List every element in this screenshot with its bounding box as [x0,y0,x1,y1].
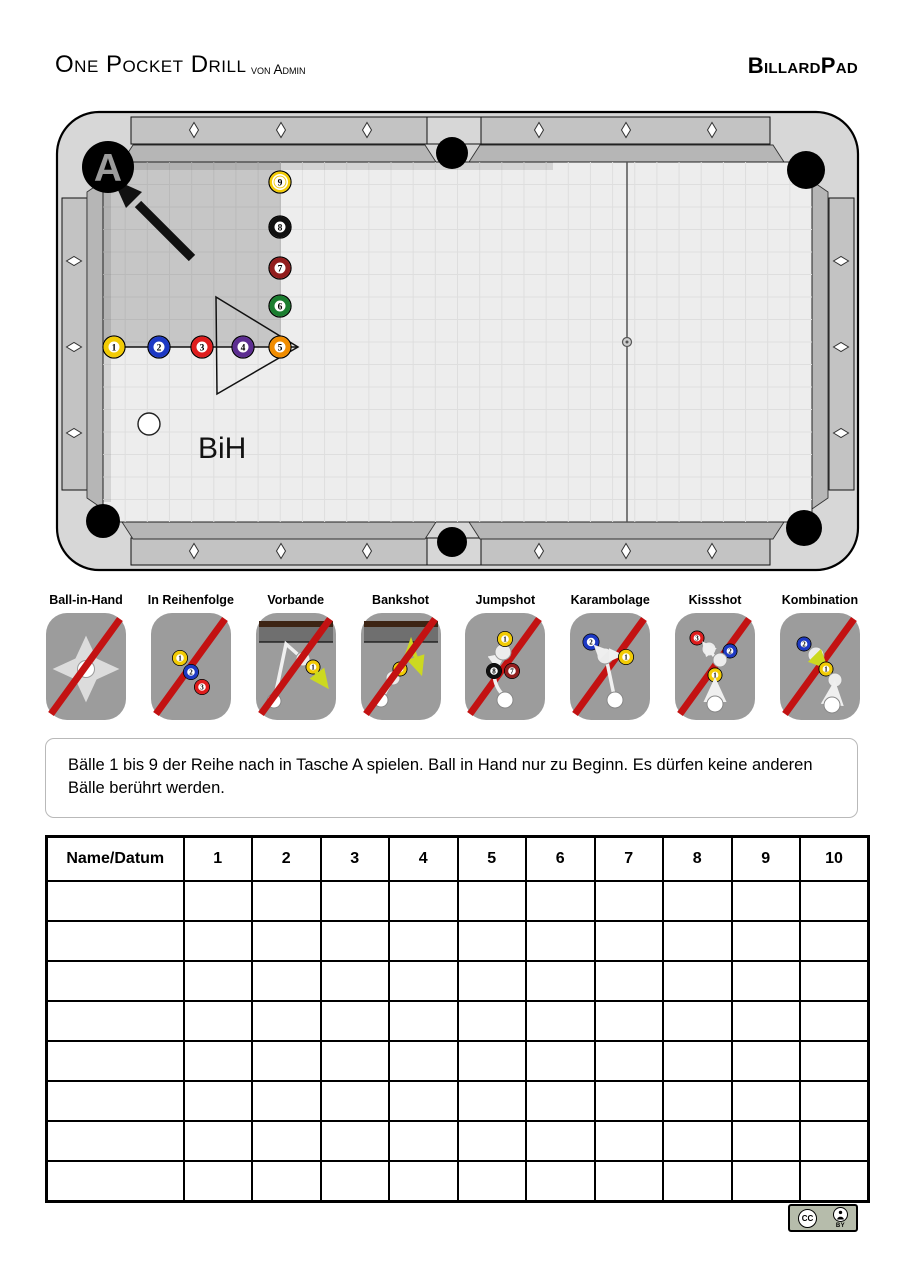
rule-label: Jumpshot [475,593,536,607]
score-cell [800,1081,869,1121]
cc-license-badge[interactable] [788,1204,858,1232]
score-cell [800,1001,869,1041]
svg-text:1: 1 [178,654,182,663]
score-cell [321,1041,390,1081]
score-cell [800,921,869,961]
score-cell [47,1121,184,1161]
ball-7 [269,257,291,279]
svg-text:3: 3 [200,683,204,692]
svg-text:3: 3 [199,343,205,354]
rule-kissshot [674,588,756,721]
score-cell [663,1041,732,1081]
bankshot-icon [360,612,442,721]
score-cell [47,1161,184,1202]
score-row [47,881,869,921]
score-cell [252,961,321,1001]
svg-text:1: 1 [713,671,717,680]
score-cell [252,921,321,961]
ball-2 [148,336,170,358]
score-cell [321,961,390,1001]
svg-text:1: 1 [624,653,628,662]
score-row [47,1041,869,1081]
svg-text:1: 1 [111,343,117,354]
score-col-2: 2 [252,837,321,882]
rule-icons-row [45,588,861,721]
score-cell [47,1081,184,1121]
score-cell [252,1081,321,1121]
score-cell [321,1121,390,1161]
svg-text:2: 2 [802,640,806,649]
score-cell [458,1041,527,1081]
score-cell [184,921,253,961]
score-col-3: 3 [321,837,390,882]
score-col-9: 9 [732,837,801,882]
drill-description-text: Bälle 1 bis 9 der Reihe nach in Tasche A spielen. Ball in Hand nur zu Beginn. Es dürfen keine anderen Bälle berührt werden. [68,756,813,797]
head-spot [623,338,632,347]
rule-label: Kissshot [688,593,742,607]
score-col-7: 7 [595,837,664,882]
svg-text:6: 6 [277,302,283,313]
score-col-1: 1 [184,837,253,882]
score-cell [526,881,595,921]
score-header-row [47,837,869,882]
score-cell [663,881,732,921]
ball-5 [269,336,291,358]
vorbande-icon [255,612,337,721]
score-cell [800,961,869,1001]
score-cell [389,1161,458,1202]
cc-by-label: BY [835,1223,846,1229]
score-table-body [47,881,869,1202]
svg-text:2: 2 [589,638,593,647]
score-cell [732,1001,801,1041]
rule-kombination [779,588,861,721]
score-col-name-datum: Name/Datum [47,837,184,882]
svg-text:5: 5 [277,343,283,354]
svg-text:1: 1 [310,663,315,672]
score-cell [732,921,801,961]
svg-text:7: 7 [510,667,515,676]
kissshot-icon [674,612,756,721]
score-col-10: 10 [800,837,869,882]
in-reihenfolge-icon [150,612,232,721]
score-cell [458,961,527,1001]
rule-label: Bankshot [372,593,429,607]
score-cell [47,1001,184,1041]
score-cell [321,1001,390,1041]
karambolage-icon [569,612,651,721]
rule-ball-in-hand [45,588,127,721]
rule-jumpshot [464,588,546,721]
ball-1 [103,336,125,358]
pocket-a-label: A [93,147,123,190]
rule-label: Ball-in-Hand [49,593,123,607]
score-cell [595,961,664,1001]
score-cell [800,1041,869,1081]
score-cell [458,1161,527,1202]
score-cell [526,1001,595,1041]
score-cell [595,1081,664,1121]
score-cell [732,1161,801,1202]
score-cell [595,1041,664,1081]
svg-text:8: 8 [277,223,283,234]
rule-label: Kombination [781,593,859,607]
score-cell [526,921,595,961]
score-cell [184,1041,253,1081]
rule-vorbande [255,588,337,721]
score-cell [47,921,184,961]
score-cell [458,1001,527,1041]
rule-label: In Reihenfolge [147,593,234,607]
score-cell [252,1121,321,1161]
score-cell [389,881,458,921]
svg-text:3: 3 [695,634,699,643]
score-cell [321,1161,390,1202]
score-cell [732,961,801,1001]
score-cell [663,961,732,1001]
page-title: One Pocket Drill [55,51,247,78]
svg-text:4: 4 [240,343,246,354]
svg-text:9: 9 [277,178,283,189]
rule-label: Karambolage [570,593,650,607]
score-row [47,1081,869,1121]
page-byline: von Admin [251,62,306,77]
ball-3 [191,336,213,358]
svg-text:1: 1 [503,635,508,644]
svg-text:2: 2 [189,668,193,677]
svg-text:2: 2 [156,343,162,354]
score-cell [389,961,458,1001]
score-table [45,835,870,1203]
score-cell [663,1001,732,1041]
score-cell [800,881,869,921]
score-cell [663,1121,732,1161]
score-cell [184,1121,253,1161]
kombination-icon [779,612,861,721]
score-cell [184,1161,253,1202]
cue-ball [138,413,160,435]
score-row [47,921,869,961]
ball-in-hand-icon [45,612,127,721]
score-cell [595,921,664,961]
score-cell [732,881,801,921]
score-cell [47,961,184,1001]
rule-label: Vorbande [267,593,325,607]
ball-8 [269,216,291,238]
score-cell [184,1001,253,1041]
rule-in-reihenfolge [147,588,234,721]
svg-text:8: 8 [492,667,497,676]
score-cell [389,1121,458,1161]
score-col-6: 6 [526,837,595,882]
rule-karambolage [569,588,651,721]
brand-logo: BillardPad [747,53,858,78]
jumpshot-icon [464,612,546,721]
score-cell [595,881,664,921]
score-cell [526,1121,595,1161]
score-cell [184,1081,253,1121]
score-cell [321,921,390,961]
cc-by-block [833,1207,848,1229]
svg-text:7: 7 [277,264,283,275]
score-cell [663,1081,732,1121]
score-col-8: 8 [663,837,732,882]
score-cell [800,1121,869,1161]
score-cell [526,1081,595,1121]
score-col-5: 5 [458,837,527,882]
rule-bankshot [360,588,442,721]
ball-9 [269,171,291,193]
score-cell [47,1041,184,1081]
score-cell [184,881,253,921]
pool-table-diagram [0,0,904,585]
score-cell [47,881,184,921]
score-cell [252,881,321,921]
svg-text:1: 1 [824,665,828,674]
score-cell [595,1001,664,1041]
score-cell [252,1041,321,1081]
score-row [47,1001,869,1041]
drill-description-box [45,738,858,818]
score-cell [732,1081,801,1121]
score-cell [389,1081,458,1121]
score-cell [184,961,253,1001]
score-cell [663,921,732,961]
score-cell [389,1001,458,1041]
score-cell [389,921,458,961]
score-cell [321,1081,390,1121]
score-cell [663,1161,732,1202]
score-cell [458,921,527,961]
score-cell [252,1161,321,1202]
score-cell [595,1121,664,1161]
score-cell [458,881,527,921]
score-row [47,1161,869,1202]
score-cell [526,1161,595,1202]
svg-text:2: 2 [728,647,732,656]
ball-6 [269,295,291,317]
score-row [47,1121,869,1161]
cc-logo-icon: CC [798,1209,817,1228]
score-cell [595,1161,664,1202]
score-cell [800,1161,869,1202]
score-col-4: 4 [389,837,458,882]
score-cell [252,1001,321,1041]
score-cell [526,961,595,1001]
score-cell [321,881,390,921]
ball-in-hand-zone-label: BiH [198,432,247,465]
score-cell [389,1041,458,1081]
attribution-person-icon [833,1207,848,1222]
score-cell [458,1121,527,1161]
score-cell [732,1041,801,1081]
score-row [47,961,869,1001]
score-cell [458,1081,527,1121]
score-cell [732,1121,801,1161]
score-cell [526,1041,595,1081]
ball-4 [232,336,254,358]
